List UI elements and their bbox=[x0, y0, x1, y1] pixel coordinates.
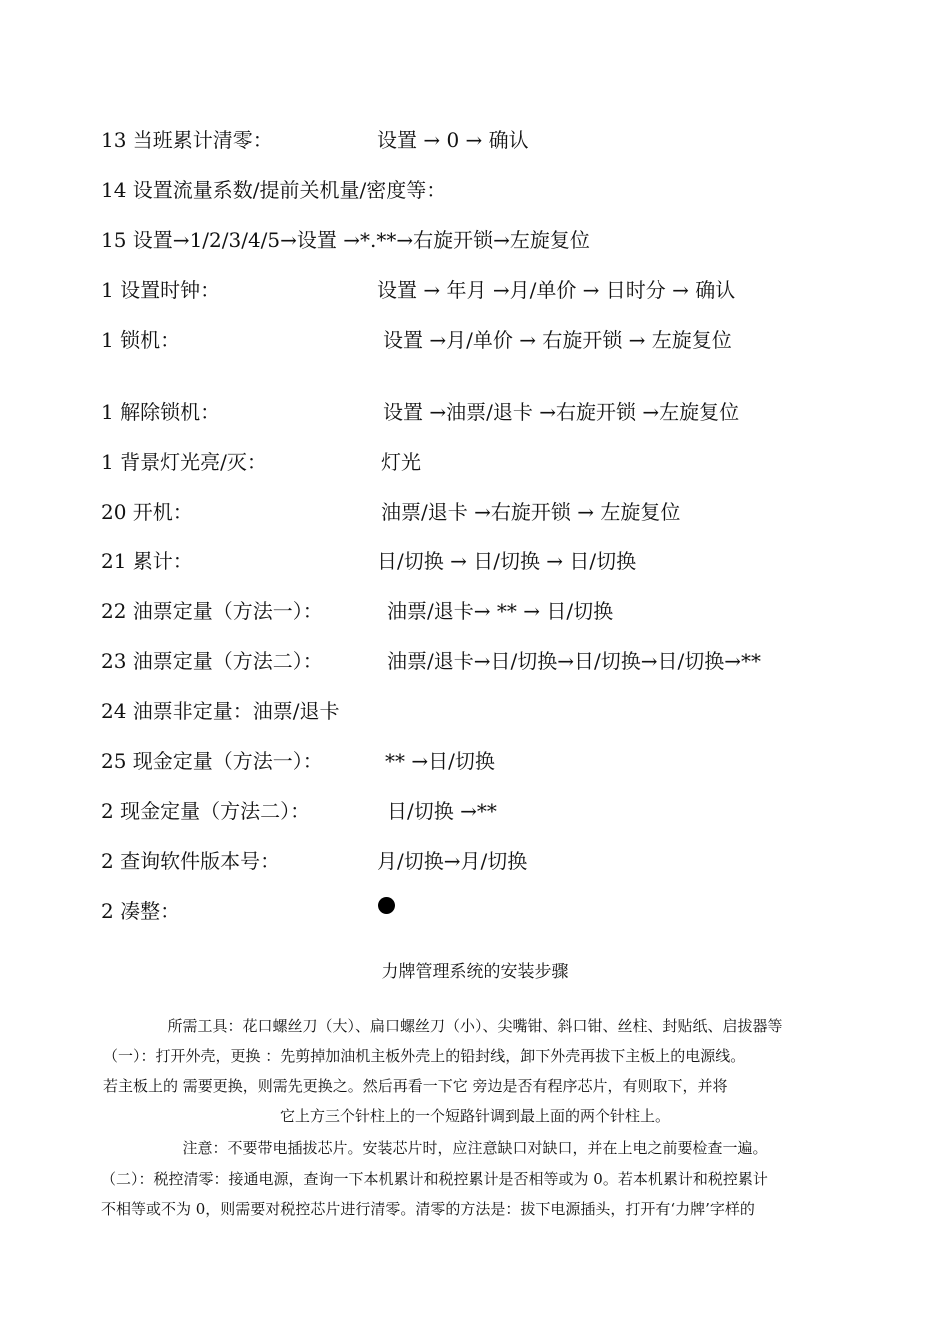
step-row bbox=[0, 645, 950, 675]
step-label: 2 查询软件版本号： bbox=[101, 849, 281, 873]
step-row bbox=[0, 595, 950, 625]
section-title: 力牌管理系统的安装步骤 bbox=[381, 962, 569, 982]
step-row bbox=[0, 895, 950, 925]
step-actions: 设置 →月/单价 → 右旋开锁 → 左旋复位 bbox=[383, 328, 732, 352]
step-label: 1 设置时钟： bbox=[101, 278, 221, 302]
step-label: 13 当班累计清零： bbox=[101, 128, 273, 152]
step-row bbox=[0, 695, 950, 725]
step-label: 2 现金定量（方法二）： bbox=[101, 799, 311, 823]
step-actions: 设置 → 年月 →月/单价 → 日时分 → 确认 bbox=[377, 278, 736, 302]
step-row bbox=[0, 446, 950, 476]
step1-line-1: （一）：打开外壳，更换 ：先剪掉加油机主板外壳上的铅封线，卸下外壳再拔下主板上的电源线。 bbox=[103, 1047, 746, 1065]
step-row bbox=[0, 124, 950, 154]
step-row bbox=[0, 274, 950, 304]
bullet-dot-icon bbox=[378, 897, 395, 914]
step1-line-3: 它上方三个针柱上的一个短路针调到最上面的两个针柱上。 bbox=[279, 1107, 670, 1125]
step-label: 1 解除锁机： bbox=[101, 400, 221, 424]
step-label: 21 累计： bbox=[101, 549, 193, 573]
step-label: 1 背景灯光亮/灭： bbox=[101, 450, 267, 474]
step-label: 20 开机： bbox=[101, 500, 193, 524]
step-label: 24 油票非定量：油票/退卡 bbox=[101, 699, 340, 723]
step-actions: 日/切换 →** bbox=[387, 799, 497, 823]
step-label: 22 油票定量（方法一）： bbox=[101, 599, 323, 623]
step-row bbox=[0, 845, 950, 875]
step-row bbox=[0, 324, 950, 354]
tools-line: 所需工具：花口螺丝刀（大）、扁口螺丝刀（小）、尖嘴钳、斜口钳、丝柱、封贴纸、启拔器等 bbox=[167, 1017, 783, 1035]
step-actions: 油票/退卡→日/切换→日/切换→日/切换→** bbox=[387, 649, 761, 673]
step-actions: ** →日/切换 bbox=[385, 749, 495, 773]
step-row bbox=[0, 545, 950, 575]
step-actions: 月/切换→月/切换 bbox=[377, 849, 528, 873]
step-row bbox=[0, 795, 950, 825]
step-label: 14 设置流量系数/提前关机量/密度等： bbox=[101, 178, 447, 202]
step-actions: 油票/退卡 →右旋开锁 → 左旋复位 bbox=[381, 500, 681, 524]
step-row bbox=[0, 174, 950, 204]
step-actions: 灯光 bbox=[381, 450, 421, 474]
step-label: 23 油票定量（方法二）： bbox=[101, 649, 323, 673]
step2-line-2: 不相等或不为 0，则需要对税控芯片进行清零。清零的方法是：拔下电源插头，打开有‘力牌’字样的 bbox=[101, 1200, 755, 1218]
step-row bbox=[0, 745, 950, 775]
step-actions: 设置 →油票/退卡 →右旋开锁 →左旋复位 bbox=[383, 400, 740, 424]
step-actions: 日/切换 → 日/切换 → 日/切换 bbox=[377, 549, 637, 573]
step-row bbox=[0, 496, 950, 526]
step-actions: 设置 → 0 → 确认 bbox=[377, 128, 529, 152]
step-row bbox=[0, 224, 950, 254]
step2-line-1: （二）：税控清零：接通电源，查询一下本机累计和税控累计是否相等或为 0。若本机累计和税控累计 bbox=[101, 1170, 768, 1188]
step-label: 1 锁机： bbox=[101, 328, 181, 352]
step1-line-2: 若主板上的 需要更换，则需先更换之。然后再看一下它 旁边是否有程序芯片，有则取下，并将 bbox=[103, 1077, 728, 1095]
step-label: 2 凑整： bbox=[101, 899, 181, 923]
step-label: 15 设置→1/2/3/4/5→设置 →*.**→右旋开锁→左旋复位 bbox=[101, 228, 590, 252]
step-row bbox=[0, 396, 950, 426]
note-line: 注意：不要带电插拔芯片。安装芯片时，应注意缺口对缺口，并在上电之前要检查一遍。 bbox=[182, 1139, 768, 1157]
step-actions: 油票/退卡→ ** → 日/切换 bbox=[387, 599, 614, 623]
step-label: 25 现金定量（方法一）： bbox=[101, 749, 323, 773]
